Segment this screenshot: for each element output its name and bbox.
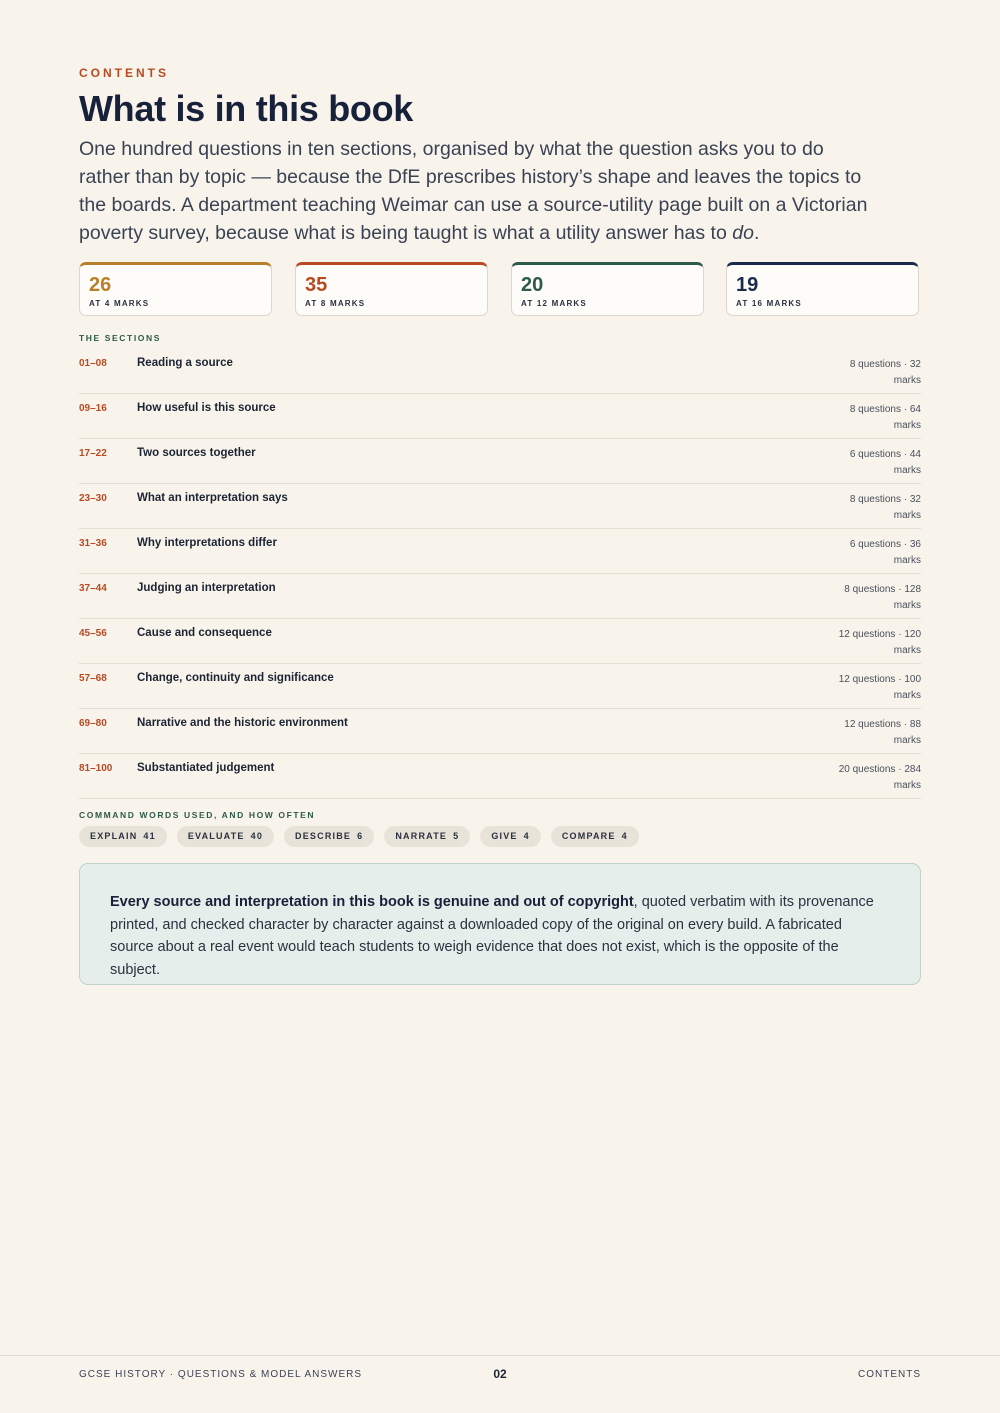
section-range: 45–56 (79, 628, 107, 639)
section-range: 23–30 (79, 493, 107, 504)
callout-rest: , quoted verbatim with its provenance printed, and checked character by character against a downloaded copy of the original on every build. A fabricated source about a real event would teach students to weigh evidence that does not exist, which is the opposite of the subject. (110, 894, 874, 978)
footer-section-name: CONTENTS (858, 1369, 921, 1380)
chip-word: EXPLAIN (90, 831, 138, 841)
section-range: 17–22 (79, 448, 107, 459)
section-count (811, 537, 921, 568)
intro-emphasis: do (732, 222, 754, 244)
chip-count: 40 (250, 831, 264, 841)
callout-bold: Every source and interpretation in this book is genuine and out of copyright (110, 894, 634, 910)
count-line-1: 20 questions · 284 (838, 764, 921, 775)
section-count (811, 447, 921, 478)
section-row[interactable] (79, 709, 921, 754)
command-word-chip (551, 826, 639, 847)
count-line-2: marks (893, 464, 921, 476)
stat-label: AT 4 MARKS (89, 299, 150, 308)
section-count (811, 582, 921, 613)
section-title: Substantiated judgement (137, 762, 275, 774)
count-line-2: marks (893, 419, 921, 431)
command-word-chip (480, 826, 541, 847)
section-title: Reading a source (137, 357, 233, 369)
section-title: Why interpretations differ (137, 537, 277, 549)
sections-heading: THE SECTIONS (79, 333, 162, 343)
section-row[interactable] (79, 619, 921, 664)
count-line-1: 8 questions · 64 (849, 404, 921, 415)
count-line-1: 12 questions · 120 (838, 629, 921, 640)
section-count (811, 672, 921, 703)
chip-count: 5 (453, 831, 460, 841)
chip-word: EVALUATE (187, 831, 245, 841)
section-range: 01–08 (79, 358, 107, 369)
command-word-chip (284, 826, 374, 847)
footer-divider (0, 1355, 1000, 1356)
section-range: 09–16 (79, 403, 107, 414)
callout-text (110, 891, 880, 981)
stat-card-4-marks (79, 262, 272, 316)
eyebrow-label: CONTENTS (79, 66, 169, 80)
count-line-1: 6 questions · 36 (849, 539, 921, 550)
section-count (811, 357, 921, 388)
stat-label: AT 8 MARKS (305, 299, 366, 308)
sections-list (79, 349, 921, 799)
stat-label: AT 12 MARKS (521, 299, 587, 308)
count-line-1: 6 questions · 44 (849, 449, 921, 460)
section-count (811, 717, 921, 748)
section-row[interactable] (79, 529, 921, 574)
chip-count: 4 (621, 831, 628, 841)
count-line-2: marks (893, 374, 921, 386)
section-row[interactable] (79, 754, 921, 799)
intro-end: . (753, 222, 760, 244)
section-range: 69–80 (79, 718, 107, 729)
section-range: 31–36 (79, 538, 107, 549)
section-row[interactable] (79, 574, 921, 619)
chip-count: 4 (523, 831, 530, 841)
count-line-1: 8 questions · 32 (849, 494, 921, 505)
intro-paragraph (79, 135, 869, 247)
chip-word: DESCRIBE (295, 831, 352, 841)
count-line-2: marks (893, 689, 921, 701)
marks-summary (79, 262, 921, 318)
count-line-1: 8 questions · 32 (849, 359, 921, 370)
intro-text: One hundred questions in ten sections, organised by what the question asks you to do rather than by topic — because the DfE prescribes history’s shape and leaves the topics to the boards. A department teaching Weimar can use a source-utility page built on a Victorian poverty survey, because what is being taught is what a utility answer has to (79, 138, 868, 244)
section-count (811, 627, 921, 658)
section-row[interactable] (79, 484, 921, 529)
command-words-chips (79, 826, 639, 847)
page-title: What is in this book (79, 88, 413, 129)
section-range: 37–44 (79, 583, 107, 594)
section-range: 81–100 (79, 763, 113, 774)
section-row[interactable] (79, 439, 921, 484)
count-line-2: marks (893, 509, 921, 521)
stat-value: 26 (89, 274, 112, 296)
page-number: 02 (493, 1367, 507, 1381)
count-line-2: marks (893, 599, 921, 611)
count-line-2: marks (893, 734, 921, 746)
stat-value: 20 (521, 274, 544, 296)
stat-card-8-marks (295, 262, 488, 316)
section-row[interactable] (79, 394, 921, 439)
section-title: Change, continuity and significance (137, 672, 334, 684)
section-range: 57–68 (79, 673, 107, 684)
count-line-1: 8 questions · 128 (844, 584, 921, 595)
command-words-heading: COMMAND WORDS USED, AND HOW OFTEN (79, 810, 316, 820)
section-title: How useful is this source (137, 402, 276, 414)
section-row[interactable] (79, 349, 921, 394)
section-title: What an interpretation says (137, 492, 288, 504)
stat-card-16-marks (726, 262, 919, 316)
section-title: Judging an interpretation (137, 582, 276, 594)
section-row[interactable] (79, 664, 921, 709)
count-line-2: marks (893, 779, 921, 791)
chip-count: 41 (143, 831, 156, 841)
command-word-chip (79, 826, 167, 847)
section-title: Narrative and the historic environment (137, 717, 348, 729)
command-word-chip (177, 826, 274, 847)
count-line-2: marks (893, 644, 921, 656)
footer-book-title: GCSE HISTORY · QUESTIONS & MODEL ANSWERS (79, 1369, 363, 1380)
chip-word: COMPARE (561, 831, 616, 841)
chip-word: NARRATE (395, 831, 448, 841)
command-word-chip (384, 826, 470, 847)
chip-count: 6 (357, 831, 364, 841)
count-line-1: 12 questions · 88 (844, 719, 921, 730)
section-title: Cause and consequence (137, 627, 272, 639)
section-count (811, 402, 921, 433)
count-line-1: 12 questions · 100 (838, 674, 921, 685)
stat-value: 35 (305, 274, 328, 296)
section-count (811, 762, 921, 793)
authenticity-callout (79, 863, 921, 985)
chip-word: GIVE (491, 831, 518, 841)
stat-value: 19 (736, 274, 759, 296)
count-line-2: marks (893, 554, 921, 566)
stat-card-12-marks (511, 262, 704, 316)
section-title: Two sources together (137, 447, 256, 459)
stat-label: AT 16 MARKS (736, 299, 802, 308)
section-count (811, 492, 921, 523)
